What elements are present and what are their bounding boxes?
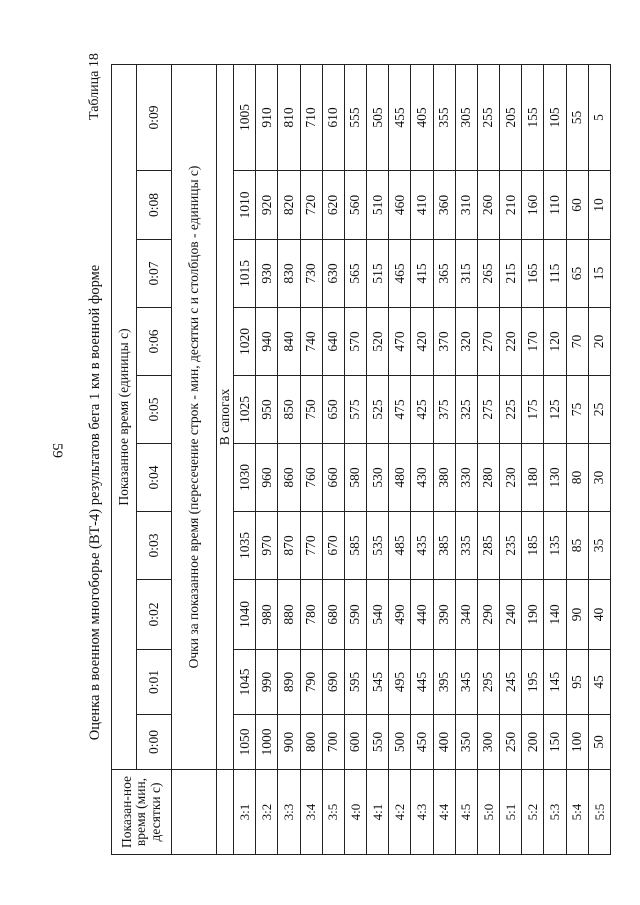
score-cell: 185 [522, 512, 544, 580]
score-cell: 580 [344, 444, 366, 512]
row-label: 4:2 [389, 770, 411, 855]
score-cell: 1005 [234, 64, 256, 170]
score-cell: 335 [455, 512, 477, 580]
score-cell: 960 [256, 444, 278, 512]
score-cell: 1000 [256, 715, 278, 770]
score-cell: 180 [522, 444, 544, 512]
score-cell: 385 [433, 512, 455, 580]
score-cell: 910 [256, 64, 278, 170]
score-cell: 430 [411, 444, 433, 512]
score-cell: 445 [411, 650, 433, 715]
score-cell: 575 [344, 376, 366, 444]
score-cell: 810 [278, 64, 300, 170]
score-cell: 30 [588, 444, 610, 512]
score-cell: 20 [588, 308, 610, 376]
score-cell: 265 [477, 240, 499, 308]
score-cell: 330 [455, 444, 477, 512]
score-cell: 305 [455, 64, 477, 170]
score-cell: 65 [566, 240, 588, 308]
table-row [588, 64, 610, 854]
score-cell: 120 [544, 308, 566, 376]
score-cell: 1025 [234, 376, 256, 444]
score-cell: 590 [344, 580, 366, 650]
score-cell: 425 [411, 376, 433, 444]
table-row [256, 64, 278, 854]
score-cell: 950 [256, 376, 278, 444]
row-label: 4:1 [367, 770, 389, 855]
score-cell: 190 [522, 580, 544, 650]
row-label: 3:2 [256, 770, 278, 855]
score-cell: 85 [566, 512, 588, 580]
score-cell: 135 [544, 512, 566, 580]
table-body [234, 64, 611, 854]
row-label: 5:1 [500, 770, 522, 855]
score-cell: 670 [322, 512, 344, 580]
table-title: Оценка в военном многоборье (ВТ-4) результатов бега 1 км в военной форме [87, 264, 103, 741]
score-cell: 380 [433, 444, 455, 512]
score-cell: 410 [411, 171, 433, 240]
score-cell: 565 [344, 240, 366, 308]
score-cell: 790 [300, 650, 322, 715]
score-cell: 205 [500, 64, 522, 170]
score-cell: 630 [322, 240, 344, 308]
score-cell: 890 [278, 650, 300, 715]
score-cell: 820 [278, 171, 300, 240]
score-cell: 750 [300, 376, 322, 444]
score-cell: 295 [477, 650, 499, 715]
score-cell: 140 [544, 580, 566, 650]
score-cell: 600 [344, 715, 366, 770]
score-cell: 610 [322, 64, 344, 170]
score-cell: 25 [588, 376, 610, 444]
score-cell: 1050 [234, 715, 256, 770]
score-cell: 415 [411, 240, 433, 308]
row-label: 4:5 [455, 770, 477, 855]
score-cell: 200 [522, 715, 544, 770]
score-cell: 840 [278, 308, 300, 376]
score-cell: 130 [544, 444, 566, 512]
score-cell: 395 [433, 650, 455, 715]
score-cell: 10 [588, 171, 610, 240]
score-cell: 850 [278, 376, 300, 444]
score-cell: 325 [455, 376, 477, 444]
row-label: 3:4 [300, 770, 322, 855]
score-cell: 250 [500, 715, 522, 770]
score-cell: 1035 [234, 512, 256, 580]
score-cell: 220 [500, 308, 522, 376]
score-cell: 435 [411, 512, 433, 580]
score-cell: 5 [588, 64, 610, 170]
score-cell: 35 [588, 512, 610, 580]
row-label: 5:0 [477, 770, 499, 855]
score-cell: 45 [588, 650, 610, 715]
score-cell: 125 [544, 376, 566, 444]
score-cell: 490 [389, 580, 411, 650]
score-cell: 1040 [234, 580, 256, 650]
score-cell: 930 [256, 240, 278, 308]
score-cell: 550 [367, 715, 389, 770]
score-cell: 400 [433, 715, 455, 770]
table-row [234, 64, 256, 854]
score-cell: 515 [367, 240, 389, 308]
score-cell: 110 [544, 171, 566, 240]
score-cell: 225 [500, 376, 522, 444]
column-header: 0:04 [137, 444, 172, 512]
score-cell: 830 [278, 240, 300, 308]
table-row [367, 64, 389, 854]
column-header: 0:03 [137, 512, 172, 580]
row-head-label: Показан-ное время (мин, десятки с) [112, 770, 172, 855]
score-cell: 1020 [234, 308, 256, 376]
score-cell: 75 [566, 376, 588, 444]
score-cell: 105 [544, 64, 566, 170]
header-row-units [112, 64, 137, 854]
table-row [433, 64, 455, 854]
score-cell: 990 [256, 650, 278, 715]
score-cell: 315 [455, 240, 477, 308]
score-cell: 40 [588, 580, 610, 650]
row-label: 4:3 [411, 770, 433, 855]
score-cell: 170 [522, 308, 544, 376]
score-cell: 365 [433, 240, 455, 308]
score-cell: 970 [256, 512, 278, 580]
column-header: 0:00 [137, 715, 172, 770]
score-cell: 495 [389, 650, 411, 715]
score-cell: 770 [300, 512, 322, 580]
row-label: 5:3 [544, 770, 566, 855]
score-cell: 475 [389, 376, 411, 444]
column-header: 0:08 [137, 171, 172, 240]
score-cell: 920 [256, 171, 278, 240]
score-cell: 405 [411, 64, 433, 170]
page-number: 59 [49, 442, 65, 458]
score-cell: 280 [477, 444, 499, 512]
note-spacer [172, 770, 217, 855]
row-label: 4:0 [344, 770, 366, 855]
score-cell: 310 [455, 171, 477, 240]
score-cell: 270 [477, 308, 499, 376]
table-row [522, 64, 544, 854]
score-cell: 275 [477, 376, 499, 444]
score-cell: 150 [544, 715, 566, 770]
score-cell: 545 [367, 650, 389, 715]
score-cell: 595 [344, 650, 366, 715]
score-cell: 60 [566, 171, 588, 240]
score-cell: 290 [477, 580, 499, 650]
score-cell: 585 [344, 512, 366, 580]
score-cell: 800 [300, 715, 322, 770]
table-row [344, 64, 366, 854]
units-label: Показанное время (единицы с) [112, 64, 137, 769]
score-cell: 245 [500, 650, 522, 715]
score-table [111, 64, 611, 855]
score-cell: 300 [477, 715, 499, 770]
score-cell: 880 [278, 580, 300, 650]
score-cell: 210 [500, 171, 522, 240]
score-cell: 680 [322, 580, 344, 650]
table-row [300, 64, 322, 854]
column-header: 0:07 [137, 240, 172, 308]
score-cell: 620 [322, 171, 344, 240]
score-cell: 175 [522, 376, 544, 444]
score-cell: 215 [500, 240, 522, 308]
score-cell: 1015 [234, 240, 256, 308]
score-cell: 450 [411, 715, 433, 770]
score-cell: 740 [300, 308, 322, 376]
score-cell: 480 [389, 444, 411, 512]
score-cell: 570 [344, 308, 366, 376]
score-cell: 15 [588, 240, 610, 308]
table-note: Очки за показанное время (пересечение строк - мин, десятки с и столбцов - единицы с) [172, 64, 217, 769]
rotated-page-content [85, 53, 615, 855]
score-cell: 720 [300, 171, 322, 240]
score-cell: 760 [300, 444, 322, 512]
score-cell: 440 [411, 580, 433, 650]
score-cell: 465 [389, 240, 411, 308]
row-label: 5:4 [566, 770, 588, 855]
score-cell: 900 [278, 715, 300, 770]
row-label: 4:4 [433, 770, 455, 855]
score-cell: 555 [344, 64, 366, 170]
column-header: 0:01 [137, 650, 172, 715]
score-cell: 940 [256, 308, 278, 376]
score-cell: 525 [367, 376, 389, 444]
table-row [455, 64, 477, 854]
score-cell: 95 [566, 650, 588, 715]
score-cell: 420 [411, 308, 433, 376]
score-cell: 660 [322, 444, 344, 512]
table-row [322, 64, 344, 854]
score-cell: 80 [566, 444, 588, 512]
row-label: 3:3 [278, 770, 300, 855]
section-row [217, 64, 234, 854]
score-cell: 460 [389, 171, 411, 240]
score-cell: 160 [522, 171, 544, 240]
score-cell: 70 [566, 308, 588, 376]
score-cell: 345 [455, 650, 477, 715]
column-header: 0:02 [137, 580, 172, 650]
section-label: В сапогах [217, 64, 234, 769]
table-row [500, 64, 522, 854]
score-cell: 390 [433, 580, 455, 650]
score-cell: 535 [367, 512, 389, 580]
header-row-columns [137, 64, 172, 854]
score-cell: 255 [477, 64, 499, 170]
score-cell: 540 [367, 580, 389, 650]
score-cell: 50 [588, 715, 610, 770]
table-row [389, 64, 411, 854]
score-cell: 1010 [234, 171, 256, 240]
score-cell: 320 [455, 308, 477, 376]
score-cell: 375 [433, 376, 455, 444]
row-label: 3:1 [234, 770, 256, 855]
score-cell: 485 [389, 512, 411, 580]
score-cell: 870 [278, 512, 300, 580]
table-row [411, 64, 433, 854]
score-cell: 700 [322, 715, 344, 770]
section-spacer [217, 770, 234, 855]
score-cell: 90 [566, 580, 588, 650]
score-cell: 640 [322, 308, 344, 376]
score-cell: 55 [566, 64, 588, 170]
score-cell: 710 [300, 64, 322, 170]
score-cell: 350 [455, 715, 477, 770]
score-cell: 780 [300, 580, 322, 650]
score-cell: 530 [367, 444, 389, 512]
score-cell: 860 [278, 444, 300, 512]
score-cell: 340 [455, 580, 477, 650]
score-cell: 505 [367, 64, 389, 170]
table-caption: Таблица 18 [87, 53, 102, 120]
score-cell: 650 [322, 376, 344, 444]
table-row [544, 64, 566, 854]
score-cell: 240 [500, 580, 522, 650]
score-cell: 1045 [234, 650, 256, 715]
score-cell: 100 [566, 715, 588, 770]
column-header: 0:09 [137, 64, 172, 170]
score-cell: 285 [477, 512, 499, 580]
score-cell: 980 [256, 580, 278, 650]
score-cell: 370 [433, 308, 455, 376]
score-cell: 155 [522, 64, 544, 170]
score-cell: 115 [544, 240, 566, 308]
score-cell: 260 [477, 171, 499, 240]
score-cell: 145 [544, 650, 566, 715]
table-row [477, 64, 499, 854]
table-row [566, 64, 588, 854]
column-header: 0:06 [137, 308, 172, 376]
score-cell: 470 [389, 308, 411, 376]
score-cell: 510 [367, 171, 389, 240]
score-cell: 195 [522, 650, 544, 715]
score-cell: 360 [433, 171, 455, 240]
score-cell: 235 [500, 512, 522, 580]
score-cell: 230 [500, 444, 522, 512]
score-cell: 690 [322, 650, 344, 715]
score-cell: 560 [344, 171, 366, 240]
row-label: 5:5 [588, 770, 610, 855]
note-row [172, 64, 217, 854]
column-header: 0:05 [137, 376, 172, 444]
score-cell: 165 [522, 240, 544, 308]
row-label: 3:5 [322, 770, 344, 855]
table-row [278, 64, 300, 854]
score-cell: 355 [433, 64, 455, 170]
row-label: 5:2 [522, 770, 544, 855]
score-cell: 730 [300, 240, 322, 308]
score-cell: 520 [367, 308, 389, 376]
score-cell: 455 [389, 64, 411, 170]
score-cell: 1030 [234, 444, 256, 512]
score-cell: 500 [389, 715, 411, 770]
